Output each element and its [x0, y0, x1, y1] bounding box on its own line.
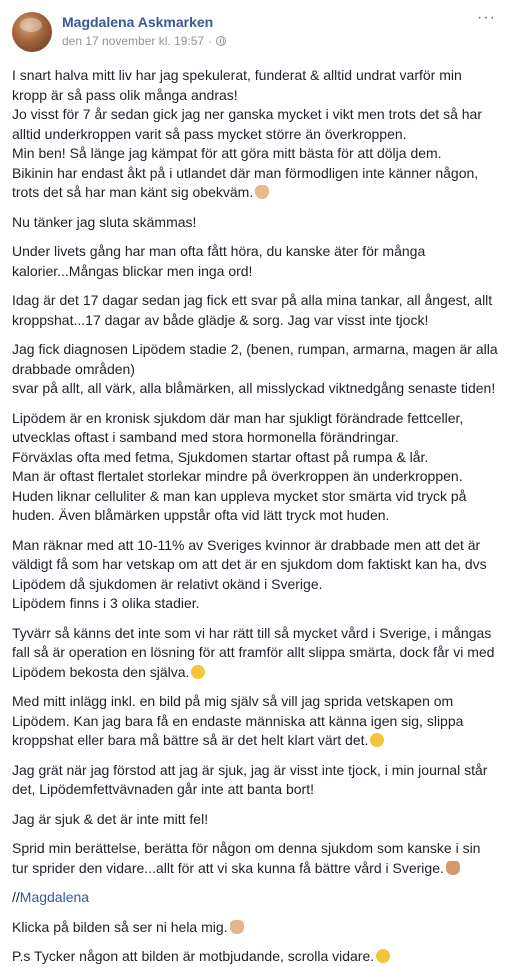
text-line: P.s Tycker någon att bilden är motbjudande, scrolla vidare.	[12, 948, 375, 964]
text-line: Förväxlas ofta med fetma, Sjukdomen startar oftast på rumpa & lår.	[12, 448, 429, 465]
text-line: Lipödem finns i 3 olika stadier.	[12, 595, 200, 611]
author-name[interactable]: Magdalena Askmarken	[62, 14, 214, 30]
text-line: Man räknar med att 10-11% av Sveriges kvinnor är drabbade men att det är väldigt få som har vetskap om att det är en sjukdom dom faktiskt kan ha, dvs Lipödem då sjukdomen är relativt okänd i Sverige.	[12, 536, 487, 592]
post-header	[12, 10, 498, 62]
post-meta	[62, 10, 226, 50]
text-line: I snart halva mitt liv har jag spekulerat, funderat & alltid undrat varför min kropp är så pass olik många andras!	[12, 67, 462, 103]
post-timestamp[interactable]: den 17 november kl. 19:57	[62, 34, 205, 48]
post-subline	[62, 32, 226, 50]
paragraph-15	[12, 947, 498, 967]
paragraph-intro	[12, 66, 498, 203]
paragraph-5	[12, 340, 498, 399]
signature-prefix: //	[12, 889, 20, 905]
winking-face-emoji-icon	[376, 949, 390, 963]
paragraph-4: Idag är det 17 dagar sedan jag fick ett svar på alla mina tankar, all ångest, allt kroppshat...17 dagar av både glädje & sorg. Jag var visst inte tjock!	[12, 292, 493, 328]
paragraph-3: Under livets gång har man ofta fått höra, du kanske äter för många kalorier...Mångas blickar men inga ord!	[12, 243, 426, 279]
text-line: Huden liknar celluliter & man kan uppleva mycket stor smärta vid tryck på huden. Även blåmärken uppstår ofta vid lätt tryck mot huden.	[12, 487, 467, 523]
post-body	[12, 66, 498, 967]
text-line: Jag fick diagnosen Lipödem stadie 2, (benen, rumpan, armarna, magen är alla drabbade områden)	[12, 341, 498, 377]
woman-facepalm-emoji-icon	[255, 185, 269, 199]
text-line: Med mitt inlägg inkl. en bild på mig själv så vill jag sprida vetskapen om Lipödem. Kan jag bara få en endaste människa att känna igen sig, slippa kroppshat eller bara må bättre så är det helt klart värt det.	[12, 693, 464, 748]
paragraph-11: Jag är sjuk & det är inte mitt fel!	[12, 810, 209, 827]
smiling-face-emoji-icon	[370, 733, 384, 747]
paragraph-12	[12, 839, 498, 878]
paragraph-2: Nu tänker jag sluta skämmas!	[12, 213, 197, 230]
separator-dot: ·	[208, 34, 213, 48]
text-line: Man är oftast flertalet storlekar mindre på överkroppen än underkroppen.	[12, 468, 463, 484]
paragraph-6	[12, 409, 498, 526]
paragraph-8	[12, 624, 498, 683]
paragraph-14	[12, 918, 498, 938]
avatar[interactable]	[12, 12, 52, 52]
text-line: Tyvärr så känns det inte som vi har rätt till så mycket vård i Sverige, i mångas fall så är operation en lösning för att framför allt slippa smärta, dock får vi med Lipödem bekosta den själva.	[12, 624, 495, 680]
praying-hands-emoji-icon	[446, 861, 460, 875]
paragraph-7	[12, 536, 498, 614]
globe-icon	[216, 36, 226, 46]
mention-link[interactable]: Magdalena	[19, 889, 90, 905]
text-line: Klicka på bilden så ser ni hela mig.	[12, 918, 228, 935]
paragraph-10: Jag grät när jag förstod att jag är sjuk, jag är visst inte tjock, i min journal står det, Lipödemfettvävnaden går inte att banta bort!	[12, 761, 488, 797]
sad-face-emoji-icon	[191, 665, 205, 679]
paragraph-9	[12, 692, 498, 751]
paragraph-signature	[12, 888, 498, 908]
text-line: Bikinin har endast åkt på i utlandet där man förmodligen inte känner någon, trots det så har man känt sig obekväm.	[12, 164, 479, 200]
more-options-icon[interactable]: ···	[477, 9, 496, 26]
text-line: svar på allt, all värk, alla blåmärken, all misslyckad viktnedgång senaste tiden!	[12, 380, 496, 396]
text-line: Sprid min berättelse, berätta för någon om denna sjukdom som kanske i sin tur sprider den vidare...allt för att vi ska kunna få bättre vård i Sverige.	[12, 840, 481, 876]
victory-hand-emoji-icon	[230, 920, 244, 934]
text-line: Jo visst för 7 år sedan gick jag ner ganska mycket i vikt men trots det så har alltid underkroppen varit så pass mycket större än överkroppen.	[12, 106, 482, 142]
text-line: Min ben! Så länge jag kämpat för att göra mitt bästa för att dölja dem.	[12, 145, 442, 161]
text-line: Lipödem är en kronisk sjukdom där man har sjukligt förändrade fettceller, utvecklas oftast i samband med stora hormonella förändringar.	[12, 409, 464, 445]
